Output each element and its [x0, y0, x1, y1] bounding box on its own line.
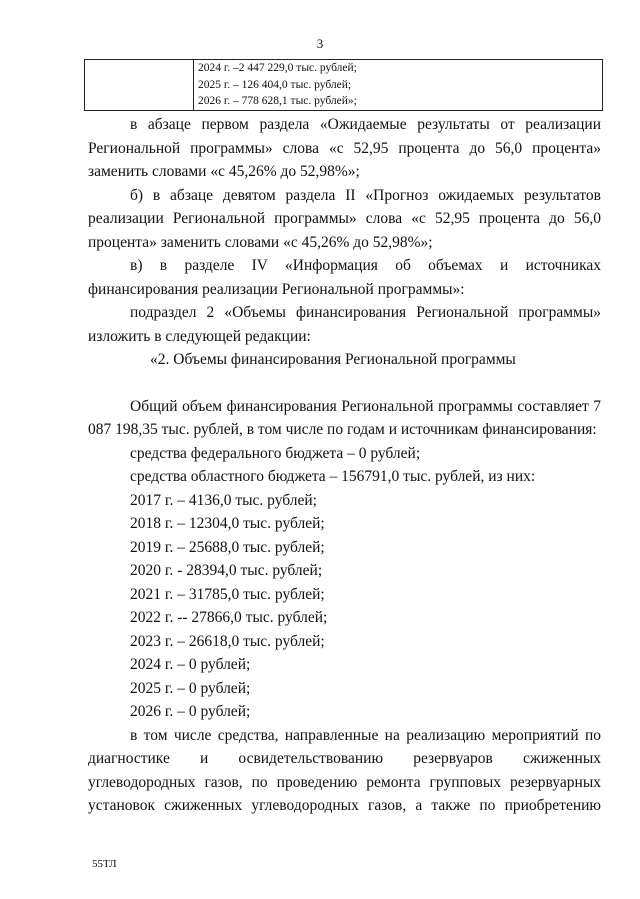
table-line: 2026 г. – 778 628,1 тыс. рублей»;	[198, 95, 357, 107]
year-line: 2026 г. – 0 рублей;	[130, 703, 251, 720]
table-row	[85, 60, 603, 111]
year-line: 2021 г. – 31785,0 тыс. рублей;	[130, 585, 325, 603]
section-heading: «2. Объемы финансирования Региональной программы	[150, 351, 516, 368]
year-line: 2023 г. – 26618,0 тыс. рублей;	[130, 632, 325, 650]
paragraph-podrazdel: подраздел 2 «Объемы финансирования Региональной программы» изложить в следующей редакции:	[88, 304, 601, 345]
spacer	[88, 372, 601, 395]
federal-budget-line: средства федерального бюджета – 0 рублей;	[130, 444, 421, 462]
table-cell-empty	[85, 60, 194, 111]
continuation-table	[84, 59, 603, 111]
year-line: 2017 г. – 4136,0 тыс. рублей;	[130, 491, 317, 509]
paragraph-total-financing: Общий объем финансирования Региональной программы составляет 7 087 198,35 тыс. рублей, в том числе по годам и источникам финансирования:	[88, 397, 601, 438]
regional-budget-line: средства областного бюджета – 156791,0 тыс. рублей, из них:	[130, 468, 536, 485]
year-line: 2025 г. – 0 рублей;	[130, 679, 251, 697]
document-body	[88, 113, 601, 818]
year-line: 2019 г. – 25688,0 тыс. рублей;	[130, 538, 325, 556]
paragraph-b: б) в абзаце девятом раздела II «Прогноз ожидаемых результатов реализации Региональной программы» слова «с 52,95 процента до 56,0 процента» заменить словами «с 45,26% до 52,98%»;	[88, 186, 601, 251]
page-number: 3	[316, 36, 324, 51]
table-cell-years	[194, 60, 603, 111]
footer-code: 55ТЛ	[92, 858, 117, 870]
paragraph-measures: в том числе средства, направленные на реализацию мероприятий по диагностике и освидетельствованию резервуаров сжиженных углеводородных газов, по проведению ремонта групповых резервуарных установок сжиженных углеводородных газов, а также по приобретению	[88, 726, 601, 814]
year-line: 2022 г. -- 27866,0 тыс. рублей;	[130, 609, 328, 626]
paragraph-ozhidaemye: в абзаце первом раздела «Ожидаемые результаты от реализации Региональной программы» слова «с 52,95 процента до 56,0 процента» заменить словами «с 45,26% до 52,98%»;	[88, 116, 601, 180]
year-line: 2024 г. – 0 рублей;	[130, 656, 251, 673]
year-line: 2018 г. – 12304,0 тыс. рублей;	[130, 515, 325, 532]
paragraph-v: в) в разделе IV «Информация об объемах и источниках финансирования реализации Региональной программы»:	[88, 257, 601, 298]
year-line: 2020 г. - 28394,0 тыс. рублей;	[130, 562, 323, 579]
table-line: 2025 г. – 126 404,0 тыс. рублей;	[198, 78, 352, 91]
table-line: 2024 г. –2 447 229,0 тыс. рублей;	[198, 62, 357, 74]
